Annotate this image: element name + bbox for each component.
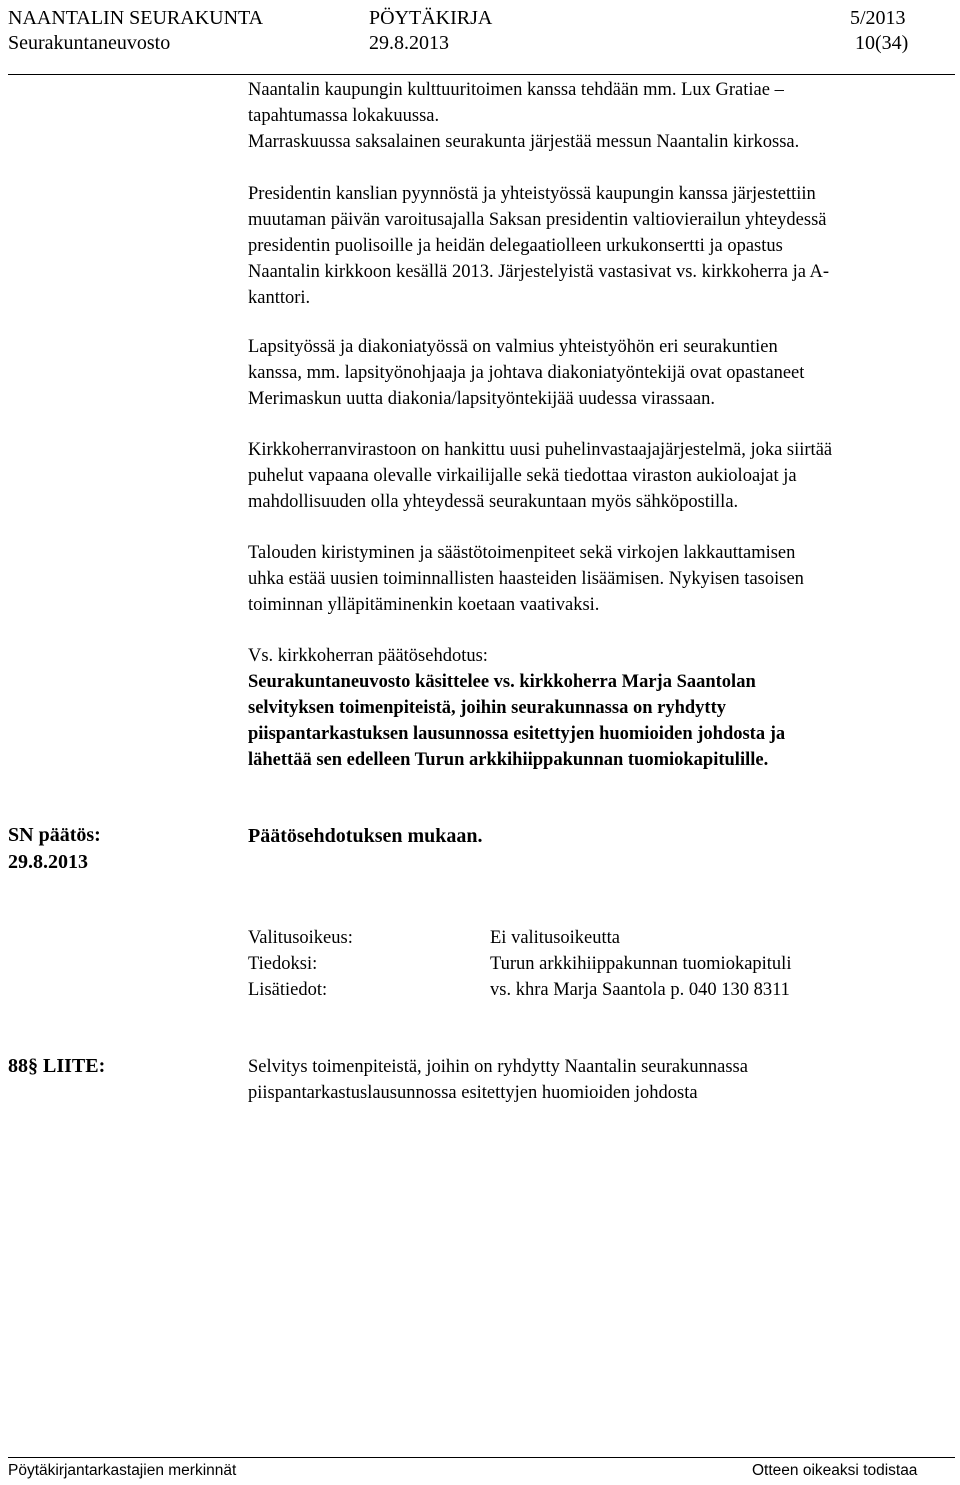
notice-label: Tiedoksi: [248,954,318,974]
header-doc-type: PÖYTÄKIRJA [369,7,493,29]
footer-reviewers-note: Pöytäkirjantarkastajien merkinnät [8,1462,237,1479]
notice-value: Turun arkkihiippakunnan tuomiokapituli [490,954,792,974]
paragraph-economy: Talouden kiristyminen ja säästötoimenpiteet sekä virkojen lakkauttamisen uhka estää uusien toiminnallisten haasteiden lisäämisen. Nykyisen tasoisen toiminnan ylläpitäminenkin koetaan vaativaksi. [248,543,804,615]
header-org: NAANTALIN SEURAKUNTA [8,7,264,29]
decision-label: SN päätös: 29.8.2013 [8,824,101,873]
decision-text: Päätösehdotuksen mukaan. [248,825,483,847]
header-body-name: Seurakuntaneuvosto [8,32,171,54]
paragraph-phone-system: Kirkkoherranvirastoon on hankittu uusi puhelinvastaajajärjestelmä, joka siirtää puhelut vapaana olevalle virkailijalle sekä tiedottaa viraston aukioloajat ja mahdollisuuden olla yhteydessä seurakuntaan myös sähköpostilla. [248,440,833,512]
header-doc-number: 5/2013 [850,7,906,29]
appeal-value: Ei valitusoikeutta [490,928,620,948]
proposal-label: Vs. kirkkoherran päätösehdotus: [248,646,488,666]
attachment-text: Selvitys toimenpiteistä, joihin on ryhdytty Naantalin seurakunnassa piispantarkastuslausunnossa esitettyjen huomioiden johdosta [248,1057,748,1103]
paragraph-cultural-events: Naantalin kaupungin kulttuuritoimen kanssa tehdään mm. Lux Gratiae – tapahtumassa lokakuussa. Marraskuussa saksalainen seurakunta järjestää messun Naantalin kirkossa. [248,80,800,152]
footer-divider [8,1457,955,1458]
paragraph-state-visit: Presidentin kanslian pyynnöstä ja yhteistyössä kaupungin kanssa järjestettiin muutaman päivän varoitusajalla Saksan presidentin valtiovierailun yhteydessä presidentin puolisoille ja heidän delegaatiolleen urkukonsertti ja opastus Naantalin kirkkoon kesällä 2013. Järjestelyistä vastasivat vs. kirkkoherra ja A- kanttori. [248,184,830,308]
more-info-label: Lisätiedot: [248,980,328,1000]
more-info-value: vs. khra Marja Saantola p. 040 130 8311 [490,980,790,1000]
proposal-text: Seurakuntaneuvosto käsittelee vs. kirkkoherra Marja Saantolan selvityksen toimenpiteistä, joihin seurakunnassa on ryhdytty piispantarkastuksen lausunnossa esitettyjen huomioiden johdosta ja lähettää sen edelleen Turun arkkihiippakunnan tuomiokapitulille. [248,672,786,770]
header-page-number: 10(34) [855,32,909,54]
attachment-label: 88§ LIITE: [8,1055,106,1077]
header-divider [8,74,955,75]
appeal-label: Valitusoikeus: [248,928,353,948]
paragraph-child-diaconia: Lapsityössä ja diakoniatyössä on valmius yhteistyöhön eri seurakuntien kanssa, mm. lapsityönohjaaja ja johtava diakoniatyöntekijä ovat opastaneet Merimaskun uutta diakonia/lapsityöntekijää uudessa virassaan. [248,337,805,409]
footer-certification: Otteen oikeaksi todistaa [752,1462,918,1479]
header-date: 29.8.2013 [369,32,449,54]
